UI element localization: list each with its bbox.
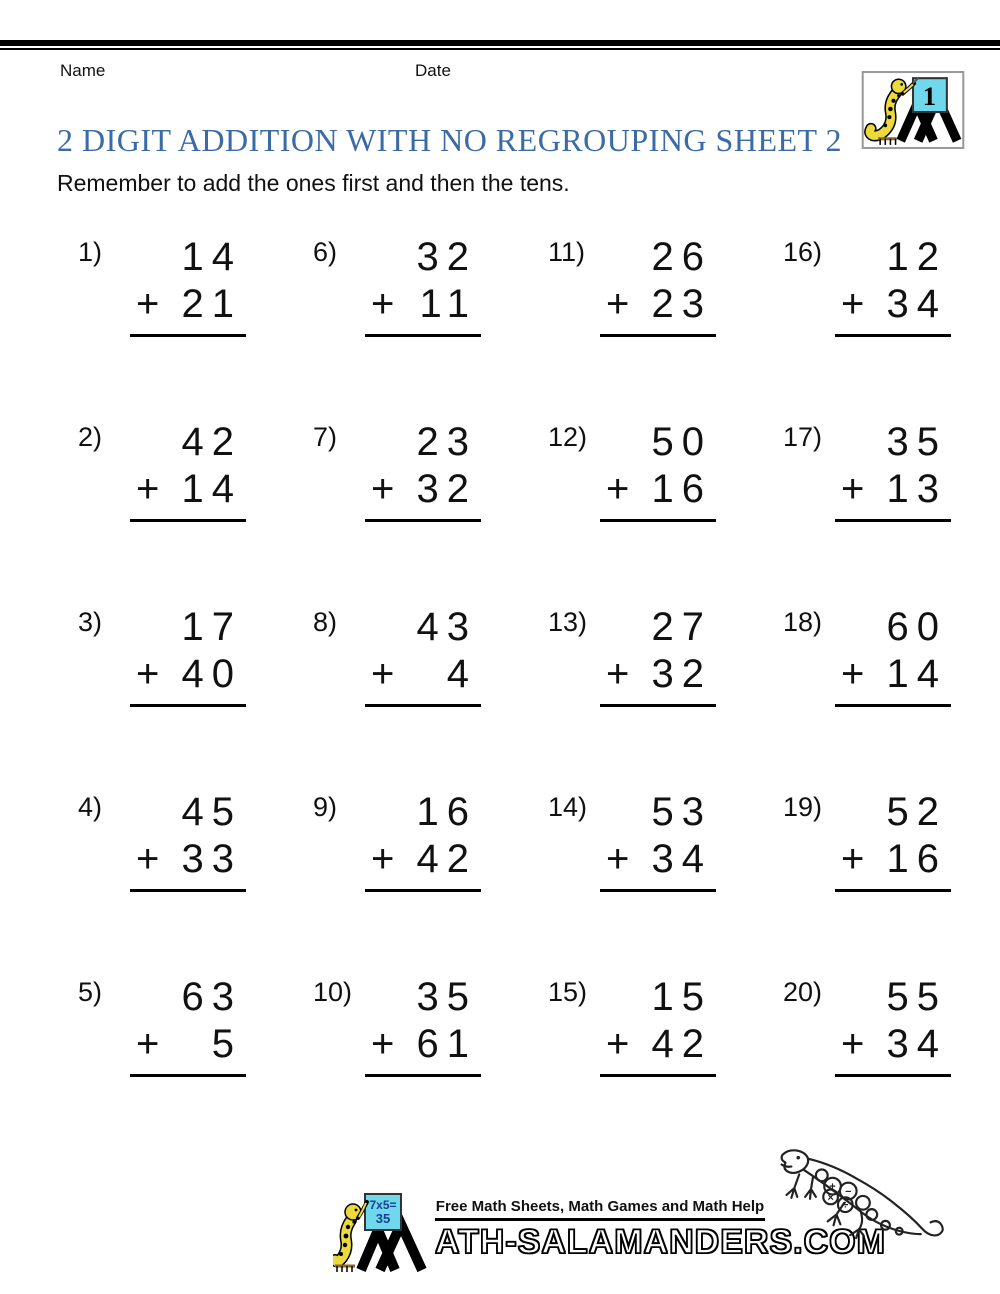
answer-line [600,704,716,707]
plus-sign: + [606,282,630,326]
problem-number: 9) [313,792,338,822]
problem [755,419,990,604]
problem [520,789,755,974]
top-addend: 35 [886,420,947,464]
problems-grid [50,234,990,1159]
bottom-addend: 4 [446,652,477,696]
problem [50,604,285,789]
answer-line [835,889,951,892]
top-addend: 45 [181,790,242,834]
top-addend: 52 [886,790,947,834]
bottom-addend: 42 [416,837,477,881]
problem-number: 5) [78,977,103,1007]
plus-sign: + [371,282,395,326]
problem [285,604,520,789]
problem-column [606,234,712,337]
problem-column [606,789,712,892]
answer-line [600,334,716,337]
problem-number: 13) [548,607,588,637]
problem-number: 19) [783,792,823,822]
problem [520,234,755,419]
problem [755,604,990,789]
problem [755,789,990,974]
bottom-addend: 16 [651,467,712,511]
problem [285,789,520,974]
answer-line [835,1074,951,1077]
bottom-addend: 32 [416,467,477,511]
problem-column [371,974,477,1077]
problem-number: 6) [313,237,338,267]
problem-number: 11) [548,237,586,267]
problem-number: 16) [783,237,823,267]
plus-sign: + [136,282,160,326]
bottom-addend: 5 [211,1022,242,1066]
salamander-logo-icon [333,1192,433,1274]
footer-wordmark: ATH-SALAMANDERS.COM [435,1223,886,1261]
bottom-addend: 33 [181,837,242,881]
bottom-addend: 61 [416,1022,477,1066]
date-field-label: Date [415,61,451,80]
plus-sign: + [841,652,865,696]
lizard-minus-symbol: − [845,1185,852,1198]
problem-column [841,419,947,522]
plus-sign: + [371,1022,395,1066]
top-addend: 26 [651,235,712,279]
problem-column [606,419,712,522]
bottom-addend: 13 [886,467,947,511]
bottom-addend: 34 [886,1022,947,1066]
bottom-addend: 42 [651,1022,712,1066]
plus-sign: + [136,467,160,511]
answer-line [600,519,716,522]
top-addend: 55 [886,975,947,1019]
plus-sign: + [136,837,160,881]
problem-number: 12) [548,422,588,452]
bottom-addend: 14 [181,467,242,511]
plus-sign: + [841,282,865,326]
problem-column [136,419,242,522]
problem-column [606,974,712,1077]
problem-column [136,234,242,337]
lizard-plus-symbol: + [829,1181,836,1194]
problem-number: 1) [78,237,103,267]
top-addend: 23 [416,420,477,464]
problem [50,234,285,419]
problem-column [841,604,947,707]
answer-line [835,519,951,522]
problem-column [606,604,712,707]
bottom-addend: 34 [886,282,947,326]
bottom-addend: 40 [181,652,242,696]
footer-divider [435,1218,765,1221]
plus-sign: + [606,652,630,696]
answer-line [130,519,246,522]
problem-column [841,234,947,337]
top-addend: 35 [416,975,477,1019]
math-lizard-drawing [762,1132,958,1250]
bottom-addend: 32 [651,652,712,696]
top-double-rule [0,40,1000,50]
plus-sign: + [841,1022,865,1066]
top-addend: 32 [416,235,477,279]
bottom-addend: 16 [886,837,947,881]
plus-sign: + [371,467,395,511]
bottom-addend: 11 [419,282,477,326]
top-addend: 53 [651,790,712,834]
problem-number: 7) [313,422,338,452]
answer-line [600,1074,716,1077]
plus-sign: + [371,837,395,881]
problem-number: 3) [78,607,103,637]
bottom-addend: 34 [651,837,712,881]
problem [285,419,520,604]
plus-sign: + [136,1022,160,1066]
top-addend: 16 [416,790,477,834]
bottom-addend: 23 [651,282,712,326]
problem-number: 15) [548,977,588,1007]
answer-line [130,334,246,337]
plus-sign: + [371,652,395,696]
top-addend: 14 [181,235,242,279]
problem-column [371,419,477,522]
problem-number: 20) [783,977,823,1007]
problem-column [136,604,242,707]
footer-tagline: Free Math Sheets, Math Games and Math Help [435,1198,765,1215]
lizard-divide-symbol: ÷ [842,1199,849,1212]
problem [520,419,755,604]
problem-column [841,789,947,892]
board-equation-line2: 35 [375,1211,391,1226]
top-addend: 43 [416,605,477,649]
answer-line [365,1074,481,1077]
top-addend: 50 [651,420,712,464]
problem-column [371,789,477,892]
problem-number: 4) [78,792,103,822]
top-addend: 12 [886,235,947,279]
problem [755,234,990,419]
answer-line [835,704,951,707]
problem-number: 2) [78,422,103,452]
badge-number: 1 [922,80,937,111]
problem-column [136,974,242,1077]
page-subtitle: Remember to add the ones first and then the tens. [57,170,570,196]
problem-number: 8) [313,607,338,637]
problem-column [841,974,947,1077]
answer-line [365,704,481,707]
top-addend: 15 [651,975,712,1019]
plus-sign: + [841,467,865,511]
top-addend: 42 [181,420,242,464]
top-addend: 63 [181,975,242,1019]
problem [50,789,285,974]
problem-number: 10) [313,977,353,1007]
top-addend: 17 [181,605,242,649]
bottom-addend: 21 [181,282,242,326]
answer-line [600,889,716,892]
problem-column [371,604,477,707]
plus-sign: + [606,837,630,881]
answer-line [365,334,481,337]
answer-line [835,334,951,337]
problem-column [136,789,242,892]
problem [520,974,755,1159]
problem [285,234,520,419]
plus-sign: + [606,1022,630,1066]
top-addend: 27 [651,605,712,649]
problem [285,974,520,1159]
problem-column [371,234,477,337]
answer-line [365,889,481,892]
answer-line [130,889,246,892]
answer-line [365,519,481,522]
problem-number: 18) [783,607,823,637]
problem [50,974,285,1159]
page-title: 2 DIGIT ADDITION WITH NO REGROUPING SHEET 2 [57,122,842,158]
problem [50,419,285,604]
board-equation-line1: 7x5= [369,1198,397,1212]
top-addend: 60 [886,605,947,649]
plus-sign: + [606,467,630,511]
problem-number: 14) [548,792,588,822]
answer-line [130,704,246,707]
bottom-addend: 14 [886,652,947,696]
lizard-times-symbol: × [827,1191,834,1204]
plus-sign: + [136,652,160,696]
plus-sign: + [841,837,865,881]
name-field-label: Name [60,61,106,80]
problem-number: 17) [783,422,823,452]
problem [520,604,755,789]
answer-line [130,1074,246,1077]
